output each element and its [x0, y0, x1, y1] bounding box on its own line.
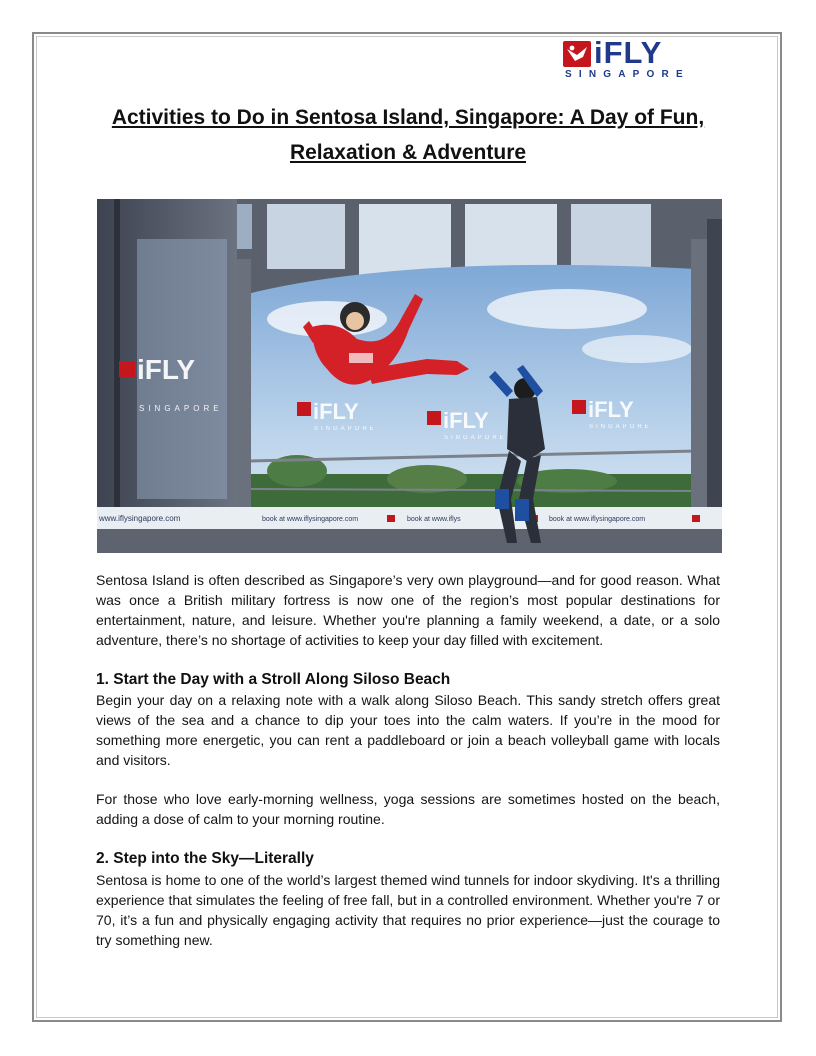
- page-title: Activities to Do in Sentosa Island, Singapore: A Day of Fun, Relaxation & Adventure: [111, 106, 705, 164]
- svg-text:iFLY: iFLY: [137, 354, 196, 385]
- svg-text:iFLY: iFLY: [443, 408, 489, 433]
- section-1-paragraph-1: Begin your day on a relaxing note with a walk along Siloso Beach. This sandy stretch offers great views of the sea and a chance to dip your toes into the calm waters. If you’re in the mood for something more energetic, you can rent a paddleboard or join a beach volleyball game with locals and visitors.: [96, 692, 720, 768]
- ifly-logo: [563, 35, 693, 82]
- svg-text:book at www.iflysingapore.com: book at www.iflysingapore.com: [549, 516, 646, 523]
- svg-text:SINGAPORE: SINGAPORE: [589, 424, 652, 430]
- section-2-paragraph-1: Sentosa is home to one of the world’s largest themed wind tunnels for indoor skydiving. It's a thrilling experience that simulates the feeling of free fall, but in a controlled environment. Whether you're 7 or 70, it’s a fun and physically engaging activity that requires no prior experience—just the courage to try something new.: [96, 872, 720, 948]
- svg-text:book at www.iflysingapore.com: book at www.iflysingapore.com: [262, 516, 359, 523]
- section-1-heading: 1. Start the Day with a Stroll Along Siloso Beach: [96, 671, 451, 688]
- ifly-flyer-icon: [563, 41, 591, 67]
- svg-text:www.iflysingapore.com: www.iflysingapore.com: [99, 514, 181, 523]
- svg-text:iFLY: iFLY: [588, 397, 634, 422]
- wind-tunnel-illustration: [97, 199, 722, 553]
- svg-text:SINGAPORE: SINGAPORE: [444, 435, 507, 441]
- logo-wordmark: iFLY: [594, 35, 663, 70]
- svg-text:SINGAPORE: SINGAPORE: [139, 404, 223, 413]
- intro-paragraph: Sentosa Island is often described as Singapore’s very own playground—and for good reason. What was once a British military fortress is now one of the region’s most popular destinations for entertainment, nature, and leisure. Whether you're planning a family weekend, a date, or a solo adventure, there’s no shortage of activities to keep your day filled with excitement.: [96, 572, 720, 648]
- section-1-paragraph-2: For those who love early-morning wellness, yoga sessions are sometimes hosted on the beach, adding a dose of calm to your morning routine.: [96, 791, 720, 827]
- wind-tunnel-photo: [97, 199, 722, 553]
- svg-text:iFLY: iFLY: [313, 399, 359, 424]
- section-2-heading: 2. Step into the Sky—Literally: [96, 850, 314, 867]
- svg-text:book at www.iflys: book at www.iflys: [407, 516, 461, 523]
- logo-subtitle: SINGAPORE: [565, 69, 690, 80]
- svg-text:SINGAPORE: SINGAPORE: [314, 426, 377, 432]
